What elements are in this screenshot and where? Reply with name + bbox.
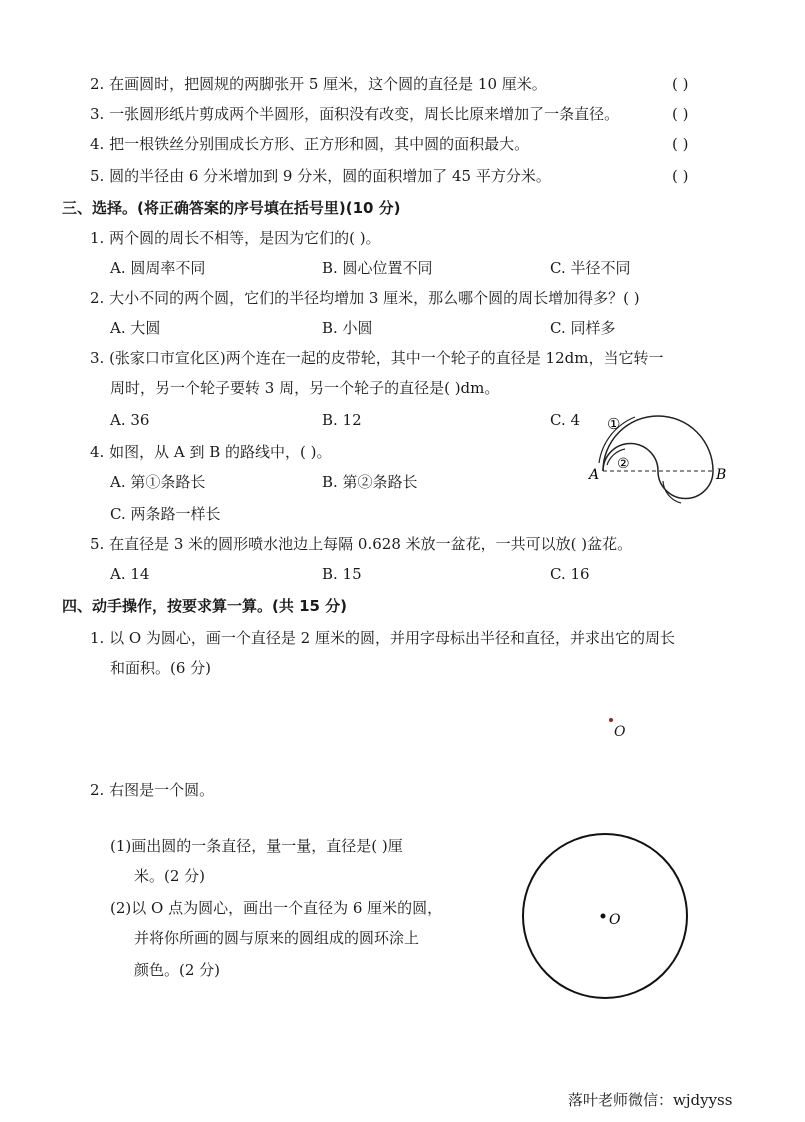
- answer-bracket[interactable]: ( ): [672, 105, 689, 123]
- option-c: C. 半径不同: [550, 259, 631, 277]
- footer-watermark: 落叶老师微信：wjdyyss: [568, 1091, 733, 1109]
- circle-center-dot: [601, 914, 606, 919]
- judge-item-4: 4. 把一根铁丝分别围成长方形、正方形和圆，其中圆的面积最大。: [90, 135, 530, 153]
- operate-q2-2-line2: 并将你所画的圆与原来的圆组成的圆环涂上: [134, 929, 420, 947]
- section-heading-operate: 四、动手操作，按要求算一算。(共 15 分): [62, 597, 348, 615]
- answer-bracket[interactable]: ( ): [672, 75, 689, 93]
- option-c: C. 4: [550, 411, 581, 429]
- point-b-label: B: [716, 467, 727, 483]
- option-b: B. 小圆: [322, 319, 373, 337]
- route-2-label: ②: [617, 456, 630, 472]
- point-a-label: A: [589, 467, 600, 483]
- judge-item-3: 3. 一张圆形纸片剪成两个半圆形，面积没有改变，周长比原来增加了一条直径。: [90, 105, 620, 123]
- judge-item-5: 5. 圆的半径由 6 分米增加到 9 分米，圆的面积增加了 45 平方分米。: [90, 167, 551, 185]
- choice-q3-line2: 周时，另一个轮子要转 3 周，另一个轮子的直径是( )dm。: [110, 379, 500, 397]
- option-b: B. 15: [322, 565, 362, 583]
- option-c: C. 两条路一样长: [110, 505, 221, 523]
- option-b: B. 第②条路长: [322, 473, 418, 491]
- option-a: A. 第①条路长: [110, 473, 206, 491]
- route-1-label: ①: [607, 415, 621, 433]
- operate-q2-2-line1: (2)以 O 点为圆心，画出一个直径为 6 厘米的圆，: [110, 899, 443, 917]
- option-a: A. 大圆: [110, 319, 161, 337]
- operate-q2-1-line1: (1)画出圆的一条直径，量一量，直径是( )厘: [110, 837, 403, 855]
- choice-q4: 4. 如图，从 A 到 B 的路线中，( )。: [90, 443, 332, 461]
- operate-q2: 2. 右图是一个圆。: [90, 781, 215, 799]
- operate-q2-1-line2: 米。(2 分): [134, 867, 206, 885]
- choice-q2: 2. 大小不同的两个圆，它们的半径均增加 3 厘米，那么哪个圆的周长增加得多？( ): [90, 289, 640, 307]
- circle-o-label: O: [609, 912, 621, 928]
- choice-q1: 1. 两个圆的周长不相等，是因为它们的( )。: [90, 229, 381, 247]
- answer-bracket[interactable]: ( ): [672, 135, 689, 153]
- option-b: B. 12: [322, 411, 362, 429]
- section-heading-choice: 三、选择。(将正确答案的序号填在括号里)(10 分): [62, 199, 401, 217]
- answer-bracket[interactable]: ( ): [672, 167, 689, 185]
- judge-item-2: 2. 在画圆时，把圆规的两脚张开 5 厘米，这个圆的直径是 10 厘米。: [90, 75, 547, 93]
- choice-q5: 5. 在直径是 3 米的圆形喷水池边上每隔 0.628 米放一盆花，一共可以放( )盆花。: [90, 535, 633, 553]
- center-point-o: [609, 718, 613, 722]
- route-diagram: [585, 405, 735, 515]
- choice-q3-line1: 3. (张家口市宣化区)两个连在一起的皮带轮，其中一个轮子的直径是 12dm，当它转一: [90, 349, 664, 367]
- option-b: B. 圆心位置不同: [322, 259, 433, 277]
- option-a: A. 圆周率不同: [110, 259, 206, 277]
- operate-q2-2-line3: 颜色。(2 分): [134, 961, 221, 979]
- o-label: O: [614, 724, 626, 740]
- operate-q1-line2: 和面积。(6 分): [110, 659, 212, 677]
- option-a: A. 36: [110, 411, 150, 429]
- operate-q1-line1: 1. 以 O 为圆心，画一个直径是 2 厘米的圆，并用字母标出半径和直径，并求出它的周长: [90, 629, 675, 647]
- option-a: A. 14: [110, 565, 150, 583]
- given-circle: [515, 826, 695, 1006]
- arrow-3: [663, 481, 681, 503]
- option-c: C. 同样多: [550, 319, 616, 337]
- circle-lower-arc: [658, 471, 713, 499]
- option-c: C. 16: [550, 565, 590, 583]
